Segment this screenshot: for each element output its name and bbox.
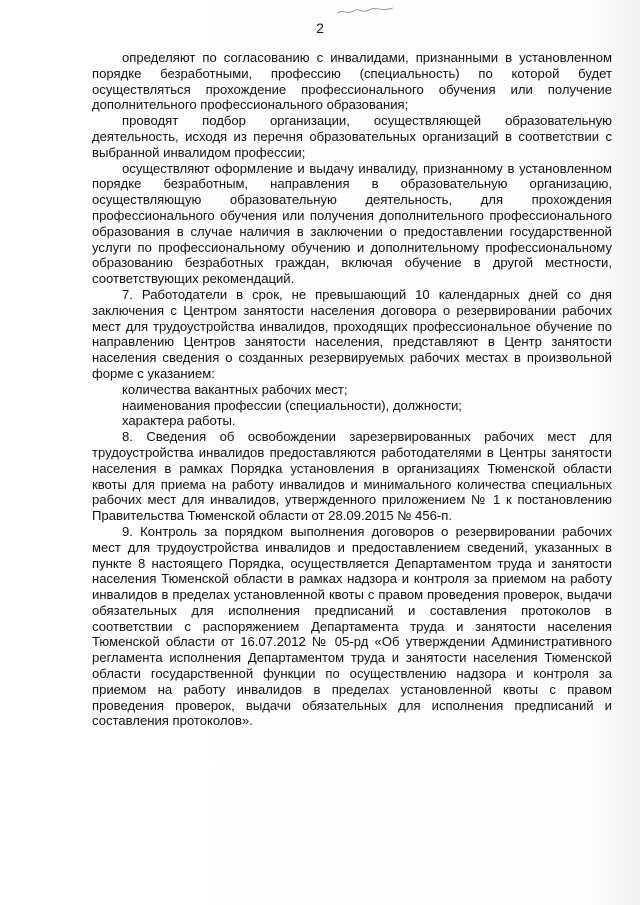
paragraph: осуществляют оформление и выдачу инвалиду, признанному в установленном порядке безработным, направления в образовательную организацию, осуществляющую образовательную деятельность, для прохождения профессионального обучения или получения дополнительного профессионального образования в случае наличия в заключении о предоставлении государственной услуги по профессиональному обучению и дополнительному профессиональному образованию безработных граждан, включая обучение в другой местности, соответствующих рекомендаций. [92,160,612,287]
paragraph: 9. Контроль за порядком выполнения договоров о резервировании рабочих мест для трудоустройства инвалидов и предоставлением сведений, указанных в пункте 8 настоящего Порядка, осуществляется Департаментом труда и занятости населения Тюменской области в рамках надзора и контроля за приемом на работу инвалидов в пределах установленной квоты с правом проведения проверок, выдачи обязательных для исполнения предписаний и составления протоколов в соответствии с распоряжением Департамента труда и занятости населения Тюменской области от 16.07.2012 № 05-рд «Об утверждении Административного регламента исполнения Департаментом труда и занятости населения Тюменской области государственной функции по осуществлению надзора и контроля за приемом на работу инвалидов в пределах установленной квоты с правом проведения проверок, выдачи обязательных для исполнения предписаний и составления протоколов». [92,523,612,729]
list-item: характера работы. [122,413,236,429]
list-item: наименования профессии (специальности), должности; [122,397,462,413]
paragraph: 8. Сведения об освобождении зарезервированных рабочих мест для трудоустройства инвалидов предоставляются работодателями в Центры занятости населения в рамках Порядка установления в организациях Тюменской области квоты для приема на работу инвалидов и минимального количества специальных рабочих мест для инвалидов, утвержденного приложением № 1 к постановлению Правительства Тюменской области от 28.09.2015 № 456-п. [92,429,612,524]
paragraph: определяют по согласованию с инвалидами, признанными в установленном порядке безработными, профессию (специальность) по которой будет осуществляться прохождение профессионального обучения или получение дополнительного профессионального образования; [92,50,612,113]
handwritten-mark [335,6,395,16]
paragraph: проводят подбор организации, осуществляющей образовательную деятельность, исходя из перечня образовательных организаций в соответствии с выбранной инвалидом профессии; [92,113,612,160]
list-item: количества вакантных рабочих мест; [122,381,348,397]
paragraph: 7. Работодатели в срок, не превышающий 10 календарных дней со дня заключения с Центром занятости населения договора о резервировании рабочих мест для трудоустройства инвалидов, проходящих профессиональное обучение по направлению Центров занятости населения, представляют в Центр занятости населения сведения о созданных резервируемых рабочих местах в произвольной форме с указанием: [92,286,612,381]
document-body [92,50,612,729]
page-number: 2 [316,20,324,36]
